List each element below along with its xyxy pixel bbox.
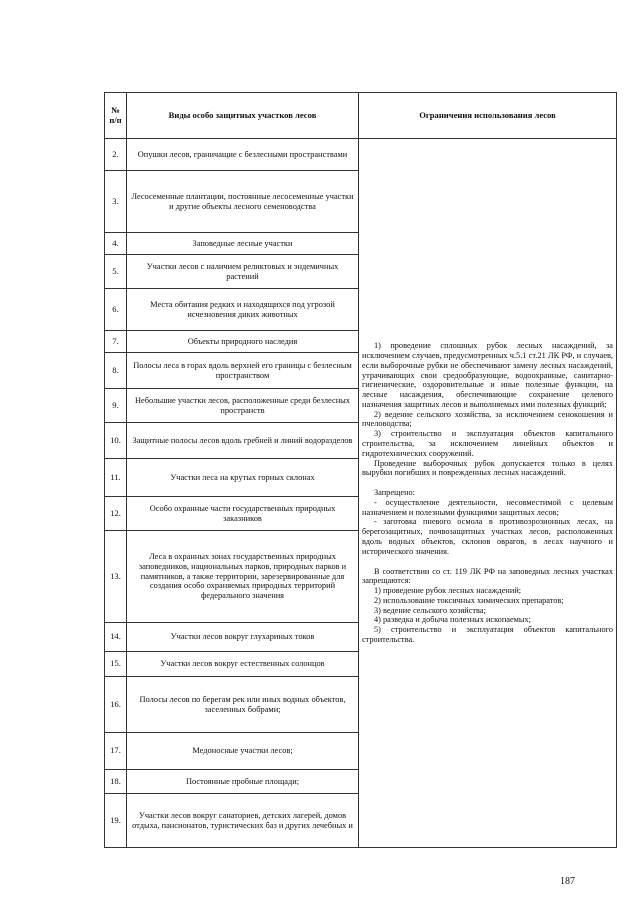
restriction-item: 5) строительство и эксплуатация объектов капитального строительства. bbox=[362, 625, 613, 645]
header-area-type: Виды особо защитных участков лесов bbox=[127, 93, 359, 139]
row-number: 4. bbox=[105, 233, 127, 255]
page-number: 187 bbox=[560, 876, 575, 887]
row-number: 6. bbox=[105, 289, 127, 331]
restriction-item: - заготовка пневого осмола в противоэрозионных лесах, на берегозащитных, почвозащитных участках лесов, расположенных вдоль водных объектов, склонов оврагов, в лесах научного и исторического значения. bbox=[362, 517, 613, 556]
row-number: 11. bbox=[105, 459, 127, 497]
restriction-item: - осуществление деятельности, несовместимой с целевым назначением и полезными функциями защитных лесов; bbox=[362, 497, 613, 517]
table-header-row bbox=[105, 93, 617, 139]
restriction-item: 1) проведение рубок лесных насаждений; bbox=[374, 586, 522, 596]
restriction-item: 2) использование токсичных химических препаратов; bbox=[374, 595, 564, 605]
row-area-type: Объекты природного наследия bbox=[127, 331, 359, 353]
row-number: 14. bbox=[105, 623, 127, 652]
row-area-type: Защитные полосы лесов вдоль гребней и линий водоразделов bbox=[127, 423, 359, 459]
row-area-type: Медоносные участки лесов; bbox=[127, 733, 359, 770]
row-number: 18. bbox=[105, 770, 127, 794]
row-number: 13. bbox=[105, 531, 127, 623]
row-number: 2. bbox=[105, 139, 127, 171]
row-number: 17. bbox=[105, 733, 127, 770]
restriction-item: 1) проведение сплошных рубок лесных насаждений, за исключением случаев, предусмотренных ч.5.1 ст.21 ЛК РФ, и случаев, если выборочные рубки не обеспечивают замену лесных насаждений, утрачивающих свои средообразующие, водоохранные, санитарно-гигиенические, оздоровительные и иные полезные функции, на лесные насаждения, обеспечивающие сохранение целевого назначения защитных лесов и выполняемых ими полезных функций; bbox=[362, 341, 613, 409]
row-area-type: Постоянные пробные площади; bbox=[127, 770, 359, 794]
row-number: 5. bbox=[105, 255, 127, 289]
row-number: 15. bbox=[105, 652, 127, 677]
row-number: 3. bbox=[105, 171, 127, 233]
restriction-item: 2) ведение сельского хозяйства, за исключением сенокошения и пчеловодства; bbox=[362, 409, 613, 429]
row-area-type: Лесосеменные плантации, постоянные лесосеменные участки и другие объекты лесного семеноводства bbox=[127, 171, 359, 233]
restriction-item: 3) ведение сельского хозяйства; bbox=[374, 605, 486, 615]
row-number: 19. bbox=[105, 794, 127, 848]
row-number: 9. bbox=[105, 389, 127, 423]
row-area-type: Участки лесов с наличием реликтовых и эндемичных растений bbox=[127, 255, 359, 289]
row-number: 12. bbox=[105, 497, 127, 531]
restriction-item: 3) строительство и эксплуатация объектов капитального строительства, за исключением линейных объектов и гидротехнических сооружений. bbox=[362, 429, 613, 458]
row-area-type: Полосы леса в горах вдоль верхней его границы с безлесным пространством bbox=[127, 353, 359, 389]
restriction-heading: Запрещено: bbox=[374, 488, 415, 498]
row-area-type: Участки лесов вокруг естественных солонцов bbox=[127, 652, 359, 677]
row-area-type: Опушки лесов, граничащие с безлесными пространствами bbox=[127, 139, 359, 171]
restriction-item: Проведение выборочных рубок допускается только в целях вырубки погибших и поврежденных лесных насаждений. bbox=[362, 458, 613, 478]
row-area-type: Полосы лесов по берегам рек или иных водных объектов, заселенных бобрами; bbox=[127, 677, 359, 733]
row-number: 8. bbox=[105, 353, 127, 389]
row-area-type: Небольшие участки лесов, расположенные среди безлесных пространств bbox=[127, 389, 359, 423]
restriction-heading: В соответствии со ст. 119 ЛК РФ на заповедных лесных участках запрещаются: bbox=[362, 566, 613, 586]
row-area-type: Особо охранные части государственных природных заказников bbox=[127, 497, 359, 531]
restriction-item: 4) разведка и добыча полезных ископаемых; bbox=[374, 615, 531, 625]
row-number: 16. bbox=[105, 677, 127, 733]
restrictions-cell bbox=[359, 139, 617, 848]
header-restrictions: Ограничения использования лесов bbox=[359, 93, 617, 139]
row-area-type: Места обитания редких и находящихся под угрозой исчезновения диких животных bbox=[127, 289, 359, 331]
protected-areas-table bbox=[104, 92, 617, 848]
row-number: 7. bbox=[105, 331, 127, 353]
row-area-type: Заповедные лесные участки bbox=[127, 233, 359, 255]
row-area-type: Участки леса на крутых горных склонах bbox=[127, 459, 359, 497]
row-area-type: Участки лесов вокруг глухариных токов bbox=[127, 623, 359, 652]
row-area-type: Леса в охранных зонах государственных природных заповедников, национальных парков, природных парков и памятников, а также территории, зарезервированные для создания особо охраняемых природных территорий федерального значения bbox=[127, 531, 359, 623]
header-number: № п/п bbox=[105, 93, 127, 139]
row-number: 10. bbox=[105, 423, 127, 459]
table-row bbox=[105, 139, 617, 171]
row-area-type: Участки лесов вокруг санаториев, детских лагерей, домов отдыха, пансионатов, туристических баз и других лечебных и bbox=[127, 794, 359, 848]
